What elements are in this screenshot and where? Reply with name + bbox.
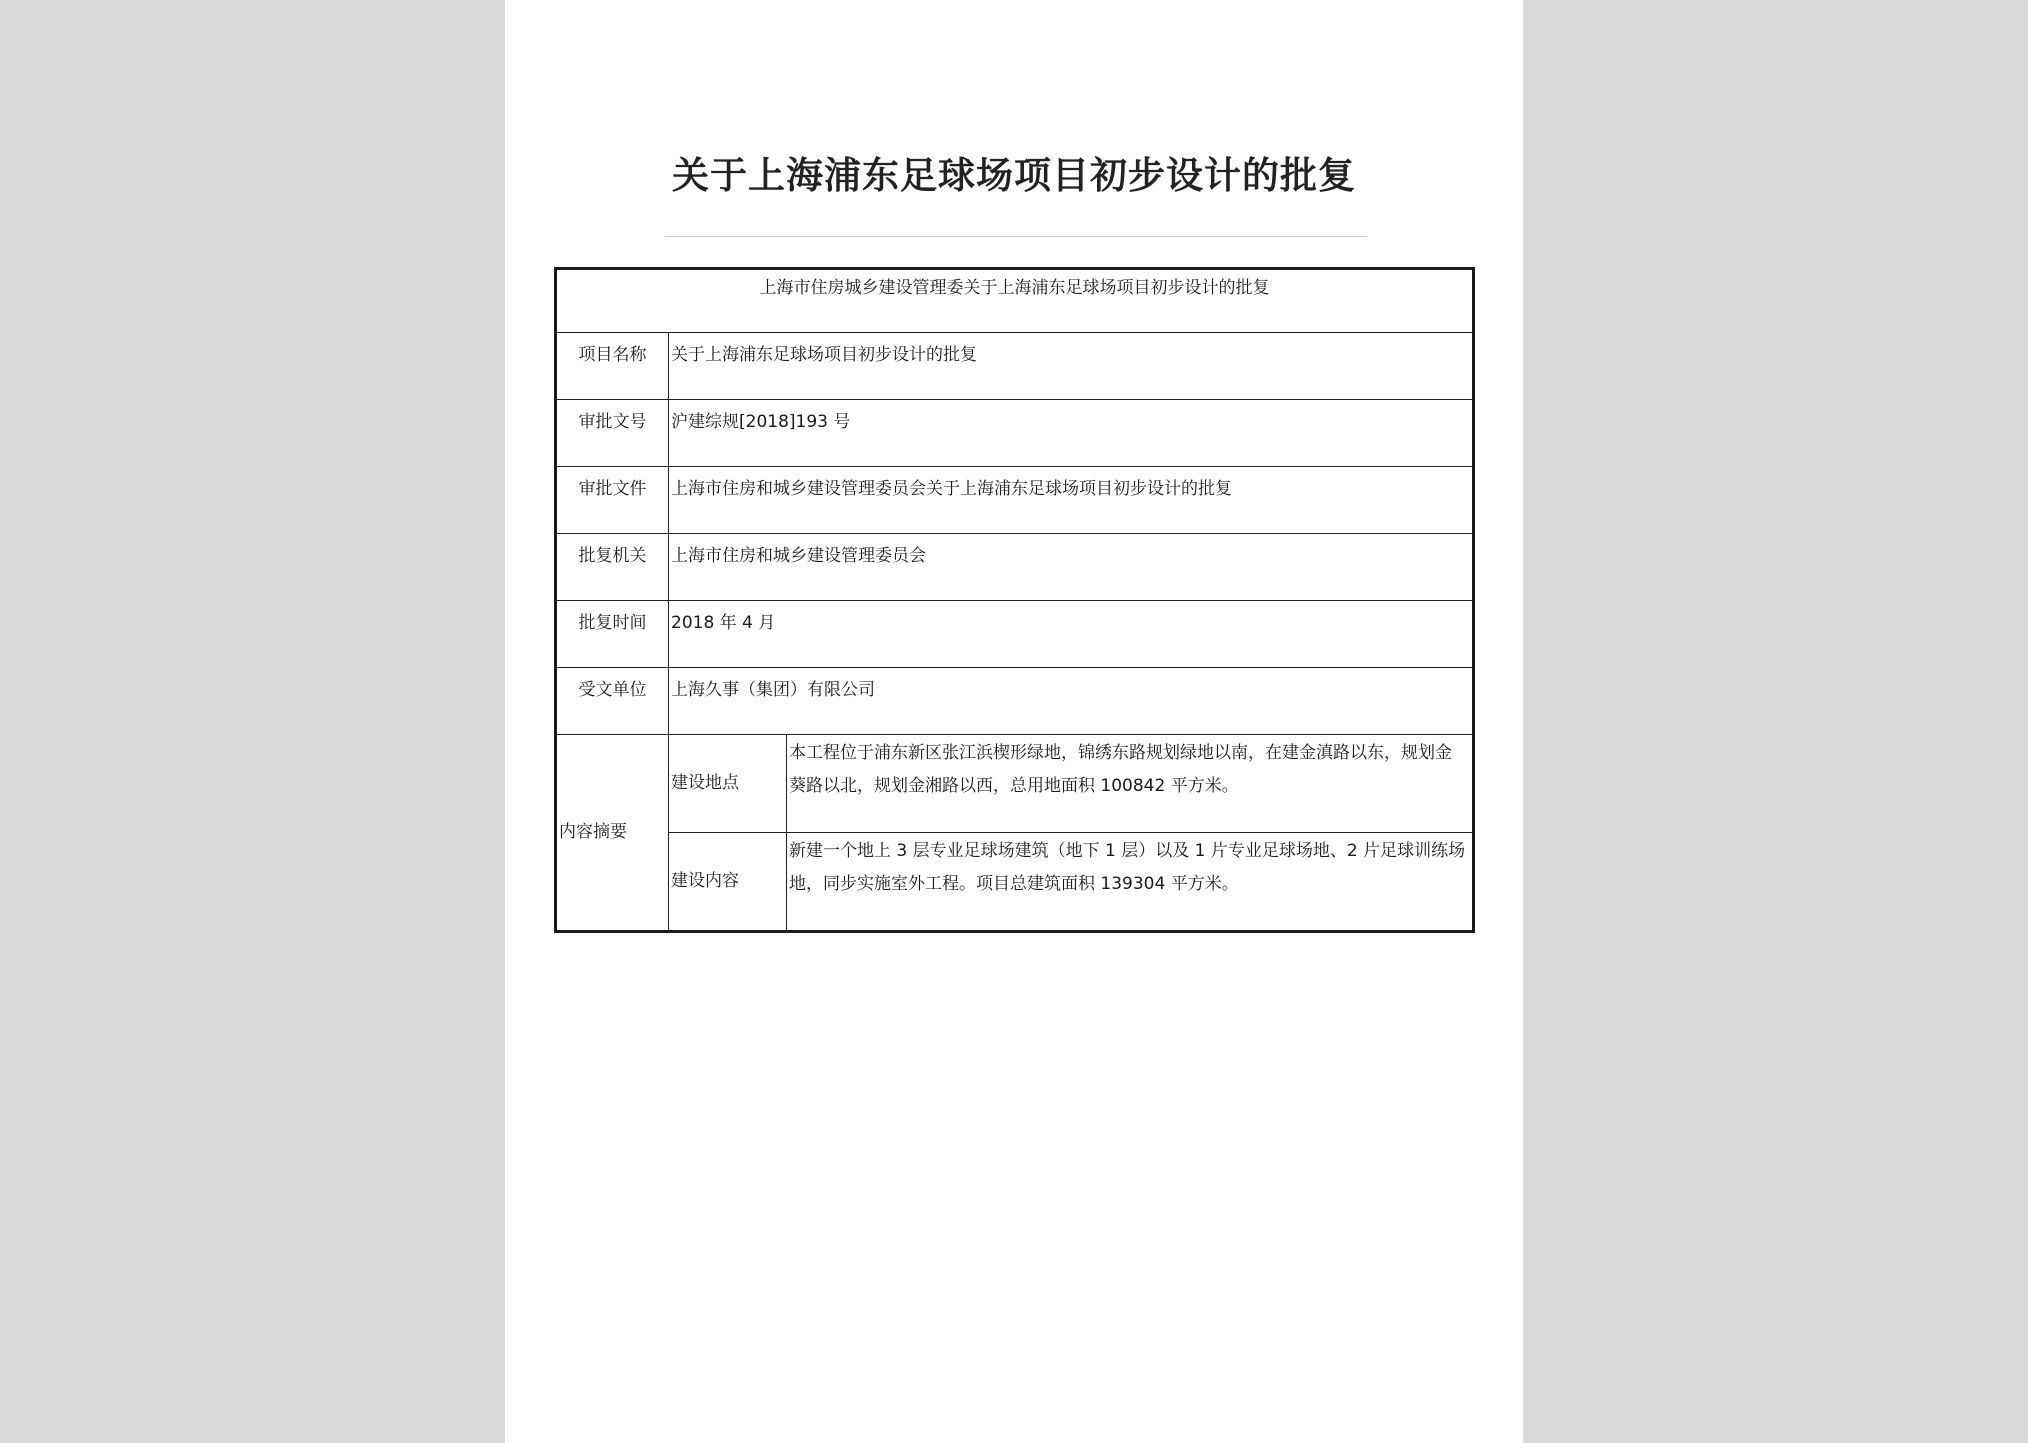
row-label-approving-authority: 批复机关 (556, 534, 669, 601)
table-row (556, 400, 1474, 467)
row-value-approval-number: 沪建综规[2018]193 号 (669, 400, 1474, 467)
table-row (556, 735, 1474, 833)
table-row (556, 668, 1474, 735)
row-label-project-name: 项目名称 (556, 333, 669, 400)
table-row (556, 601, 1474, 668)
row-label-recipient: 受文单位 (556, 668, 669, 735)
summary-item-value-location: 本工程位于浦东新区张江浜楔形绿地，锦绣东路规划绿地以南，在建金滇路以东，规划金葵路以北，规划金湘路以西，总用地面积 100842 平方米。 (787, 735, 1474, 833)
table-header: 上海市住房城乡建设管理委关于上海浦东足球场项目初步设计的批复 (556, 269, 1474, 333)
summary-item-value-content: 新建一个地上 3 层专业足球场建筑（地下 1 层）以及 1 片专业足球场地、2 片足球训练场地，同步实施室外工程。项目总建筑面积 139304 平方米。 (787, 833, 1474, 932)
summary-item-label-location: 建设地点 (669, 735, 787, 833)
summary-item-label-content: 建设内容 (669, 833, 787, 932)
approval-info-table (554, 267, 1475, 933)
table-row (556, 467, 1474, 534)
row-value-recipient: 上海久事（集团）有限公司 (669, 668, 1474, 735)
table-header-row (556, 269, 1474, 333)
row-label-approval-date: 批复时间 (556, 601, 669, 668)
row-value-approving-authority: 上海市住房和城乡建设管理委员会 (669, 534, 1474, 601)
row-value-project-name: 关于上海浦东足球场项目初步设计的批复 (669, 333, 1474, 400)
table-row (556, 833, 1474, 932)
table-row (556, 333, 1474, 400)
row-value-approval-document: 上海市住房和城乡建设管理委员会关于上海浦东足球场项目初步设计的批复 (669, 467, 1474, 534)
title-divider (665, 236, 1367, 237)
row-label-approval-number: 审批文号 (556, 400, 669, 467)
document-title: 关于上海浦东足球场项目初步设计的批复 (672, 153, 1356, 197)
summary-label: 内容摘要 (556, 735, 669, 932)
row-value-approval-date: 2018 年 4 月 (669, 601, 1474, 668)
table-row (556, 534, 1474, 601)
row-label-approval-document: 审批文件 (556, 467, 669, 534)
document-page (505, 0, 1523, 1443)
